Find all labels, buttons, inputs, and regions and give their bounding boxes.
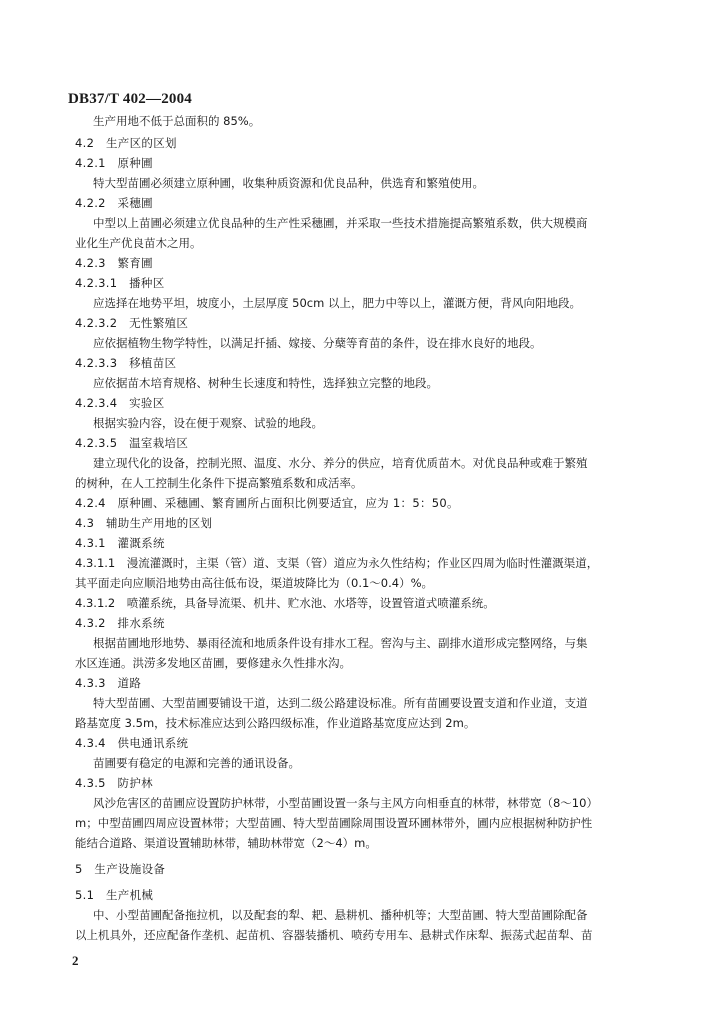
body-line: 以上机具外，还应配备作垄机、起苗机、容器装播机、喷药专用车、悬耕式作床犁、振荡式起苗犁、苗 bbox=[75, 928, 593, 942]
section-heading: 4.2 生产区的区划 bbox=[75, 136, 177, 150]
body-line: 能结合道路、渠道设置辅助林带，辅助林带宽（2～4）m。 bbox=[75, 836, 377, 850]
section-heading: 4.2.3.3 移植苗区 bbox=[75, 356, 177, 370]
section-heading: 4.2.3.5 温室栽培区 bbox=[75, 436, 189, 450]
body-line: 中、小型苗圃配备拖拉机，以及配套的犁、耙、悬耕机、播种机等；大型苗圃、特大型苗圃除配备 bbox=[93, 908, 588, 922]
section-heading: 5.1 生产机械 bbox=[75, 888, 154, 902]
body-line: m；中型苗圃四周应设置林带；大型苗圃、特大型苗圃除周围设置环圃林带外，圃内应根据树种防护性 bbox=[75, 816, 593, 830]
body-line: 根据苗圃地形地势、暴雨径流和地质条件设有排水工程。窖沟与主、副排水道形成完整网络，与集 bbox=[93, 636, 588, 650]
body-line: 应依据植物生物学特性，以满足扦插、嫁接、分蘖等育苗的条件，设在排水良好的地段。 bbox=[93, 336, 542, 350]
body-line: 水区连通。洪涝多发地区苗圃，要修建永久性排水沟。 bbox=[75, 656, 351, 670]
body-line: 特大型苗圃、大型苗圃要铺设干道，达到二级公路建设标准。所有苗圃要设置支道和作业道，支道 bbox=[93, 696, 588, 710]
body-line: 其平面走向应顺沿地势由高往低布设，渠道坡降比为（0.1～0.4）%。 bbox=[75, 576, 434, 590]
body-line: 的树种，在人工控制生化条件下提高繁殖系数和成活率。 bbox=[75, 476, 363, 490]
body-line: 应选择在地势平坦，坡度小，土层厚度 50cm 以上，肥力中等以上，灌溉方便，背风向阳地段。 bbox=[93, 296, 581, 310]
body-line: 风沙危害区的苗圃应设置防护林带，小型苗圃设置一条与主风方向相垂直的林带，林带宽（8～10） bbox=[93, 796, 598, 810]
page-number: 2 bbox=[72, 953, 79, 968]
body-line: 建立现代化的设备，控制光照、温度、水分、养分的供应，培育优质苗木。对优良品种或难于繁殖 bbox=[93, 456, 588, 470]
body-line: 4.3.1.2 喷灌系统，具备导流渠、机井、贮水池、水塔等，设置管道式喷灌系统。 bbox=[75, 596, 495, 610]
standard-code-header: DB37/T 402—2004 bbox=[68, 91, 192, 107]
section-heading: 4.3.3 道路 bbox=[75, 676, 142, 690]
body-line: 业化生产优良苗木之用。 bbox=[75, 236, 202, 250]
body-line: 应依据苗木培育规格、树种生长速度和特性，选择独立完整的地段。 bbox=[93, 376, 438, 390]
section-heading: 4.3.2 排水系统 bbox=[75, 616, 165, 630]
body-line: 苗圃要有稳定的电源和完善的通讯设备。 bbox=[93, 756, 300, 770]
chapter-heading: 5 生产设施设备 bbox=[75, 862, 166, 876]
section-heading: 4.2.3 繁育圃 bbox=[75, 256, 153, 270]
section-heading: 4.3.1 灌溉系统 bbox=[75, 536, 165, 550]
body-line: 根据实验内容，设在便于观察、试验的地段。 bbox=[93, 416, 323, 430]
body-line: 路基宽度 3.5m，技术标准应达到公路四级标准，作业道路基宽度应达到 2m。 bbox=[75, 716, 476, 730]
section-heading: 4.2.3.1 播种区 bbox=[75, 276, 165, 290]
section-heading: 4.3.4 供电通讯系统 bbox=[75, 736, 189, 750]
body-line: 特大型苗圃必须建立原种圃，收集种质资源和优良品种，供选育和繁殖使用。 bbox=[93, 176, 484, 190]
section-heading: 4.2.3.2 无性繁殖区 bbox=[75, 316, 189, 330]
body-line: 中型以上苗圃必须建立优良品种的生产性采穗圃，并采取一些技术措施提高繁殖系数，供大规模商 bbox=[93, 216, 588, 230]
section-heading: 4.3.5 防护林 bbox=[75, 776, 153, 790]
body-line: 4.3.1.1 漫流灌溉时，主渠（管）道、支渠（管）道应为永久性结构；作业区四周为临时性灌溉渠道， bbox=[75, 556, 599, 570]
section-heading: 4.2.1 原种圃 bbox=[75, 156, 153, 170]
section-heading: 4.2.3.4 实验区 bbox=[75, 396, 165, 410]
section-heading: 4.2.4 原种圃、采穗圃、繁育圃所占面积比例要适宜，应为 1：5：50。 bbox=[75, 496, 459, 510]
section-heading: 4.2.2 采穗圃 bbox=[75, 196, 153, 210]
body-line: 生产用地不低于总面积的 85%。 bbox=[93, 114, 261, 128]
section-heading: 4.3 辅助生产用地的区划 bbox=[75, 516, 213, 530]
